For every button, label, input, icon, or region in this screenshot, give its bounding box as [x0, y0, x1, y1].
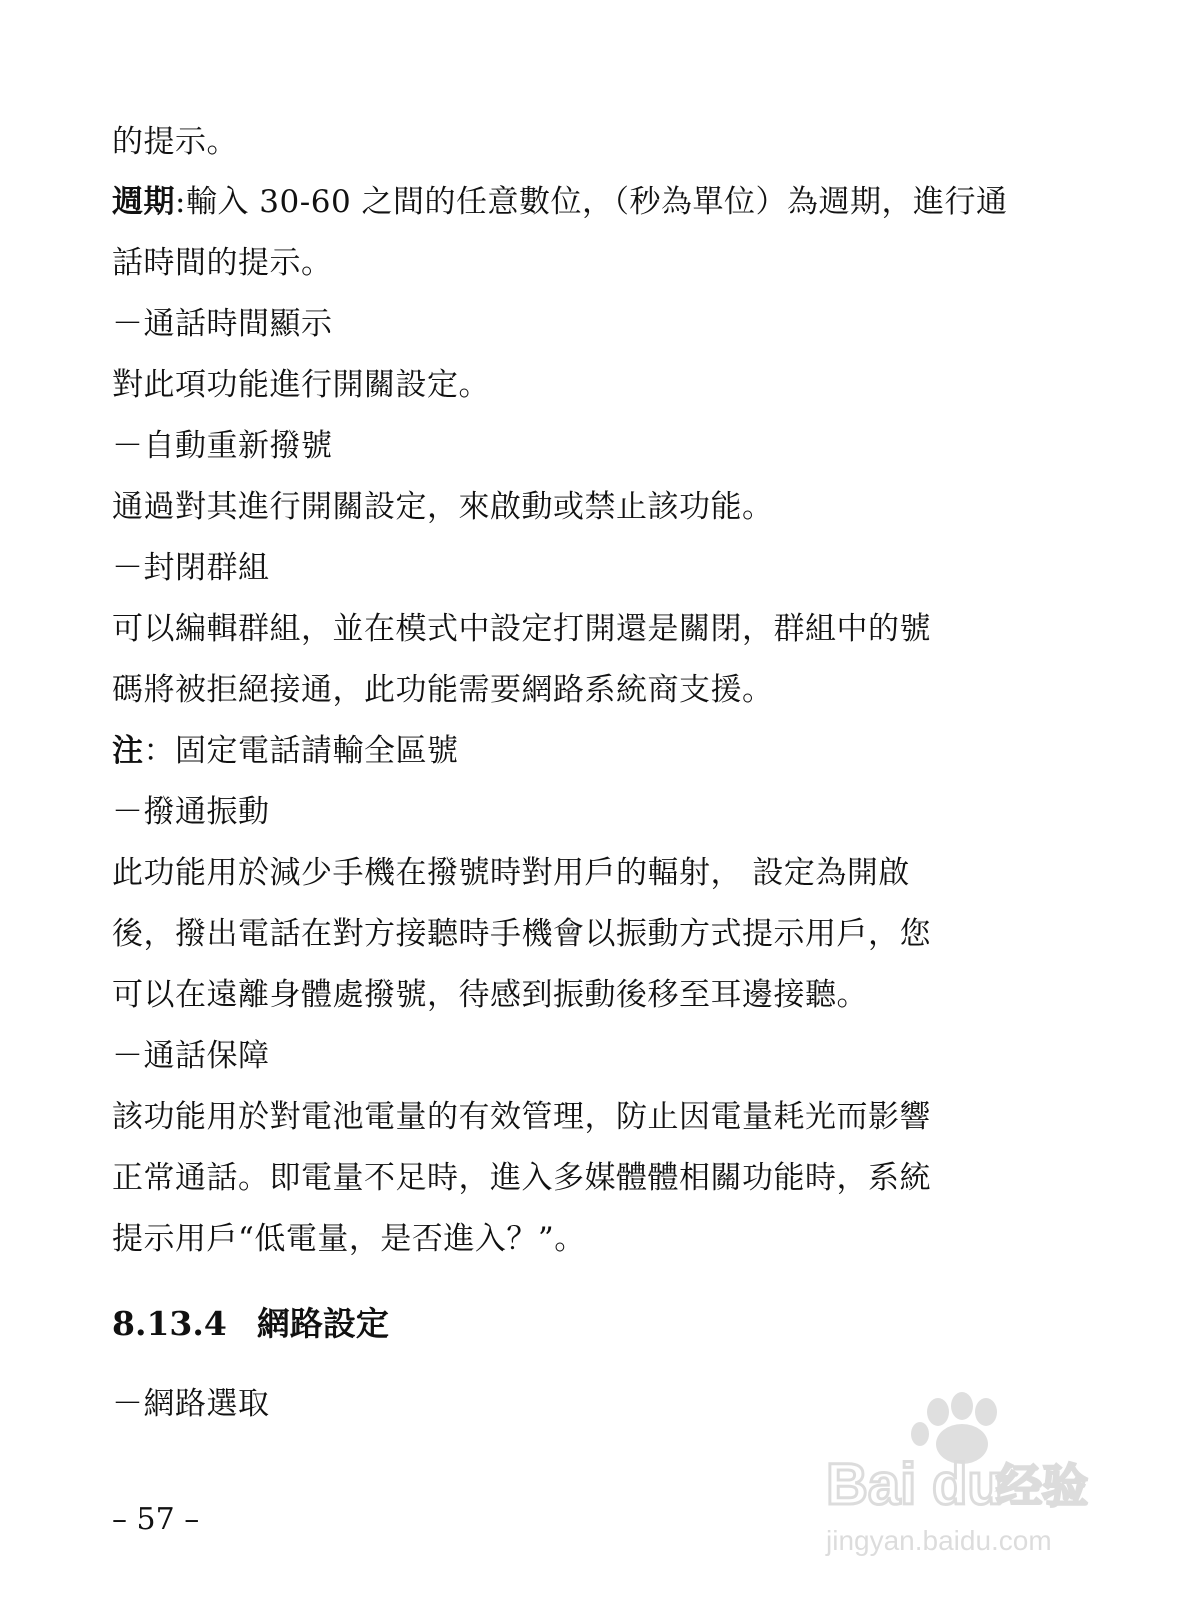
text-line-1: 的提示。	[112, 124, 238, 160]
text-line-19: 提示用戶“低電量，是否進入？”。	[112, 1221, 586, 1257]
item-heading-closed-group: －封閉群組	[112, 550, 270, 586]
item-heading-call-protection: －通話保障	[112, 1038, 270, 1074]
text-line-18: 正常通話。即電量不足時，進入多媒體體相關功能時，系統	[112, 1160, 931, 1196]
svg-text:du: du	[932, 1452, 1003, 1517]
text-line-17: 該功能用於對電池電量的有效管理，防止因電量耗光而影響	[112, 1099, 931, 1135]
baidu-jingyan-watermark	[820, 1392, 1110, 1562]
text-line-5: 對此項功能進行開關設定。	[112, 367, 490, 403]
text-line-14: 後，撥出電話在對方接聽時手機會以振動方式提示用戶，您	[112, 916, 931, 952]
text-line-9: 可以編輯群組，並在模式中設定打開還是關閉，群組中的號	[112, 611, 931, 647]
text-line-15: 可以在遠離身體處撥號，待感到振動後移至耳邊接聽。	[112, 977, 868, 1013]
svg-text:Bai: Bai	[826, 1452, 917, 1517]
text-line-10: 碼將被拒絕接通，此功能需要網路系統商支援。	[112, 672, 774, 708]
text-line-7: 通過對其進行開關設定，來啟動或禁止該功能。	[112, 489, 774, 525]
item-heading-auto-redial: －自動重新撥號	[112, 428, 333, 464]
section-title: 網路設定	[256, 1304, 389, 1343]
text-line-13: 此功能用於減少手機在撥號時對用戶的輻射， 設定為開啟	[112, 855, 910, 891]
term-label: 週期	[112, 184, 175, 220]
text-line-2: 週期:輸入 30-60 之間的任意數位，（秒為單位）為週期，進行通	[112, 184, 1008, 220]
item-heading-network-selection: －網路選取	[112, 1386, 270, 1422]
item-heading-connect-vibration: －撥通振動	[112, 794, 270, 830]
svg-text:jingyan.baidu.com: jingyan.baidu.com	[826, 1525, 1052, 1556]
svg-text:经验: 经验	[996, 1459, 1088, 1513]
paw-logo-icon	[820, 1392, 1110, 1562]
page-number: – 57 –	[112, 1502, 200, 1537]
note-line: 注：固定電話請輸全區號	[112, 733, 459, 769]
section-heading	[112, 1303, 389, 1345]
note-label: 注	[112, 733, 144, 769]
item-heading-call-time-display: －通話時間顯示	[112, 306, 333, 342]
text-line-3: 話時間的提示。	[112, 245, 333, 281]
section-number: 8.13.4	[112, 1304, 227, 1343]
